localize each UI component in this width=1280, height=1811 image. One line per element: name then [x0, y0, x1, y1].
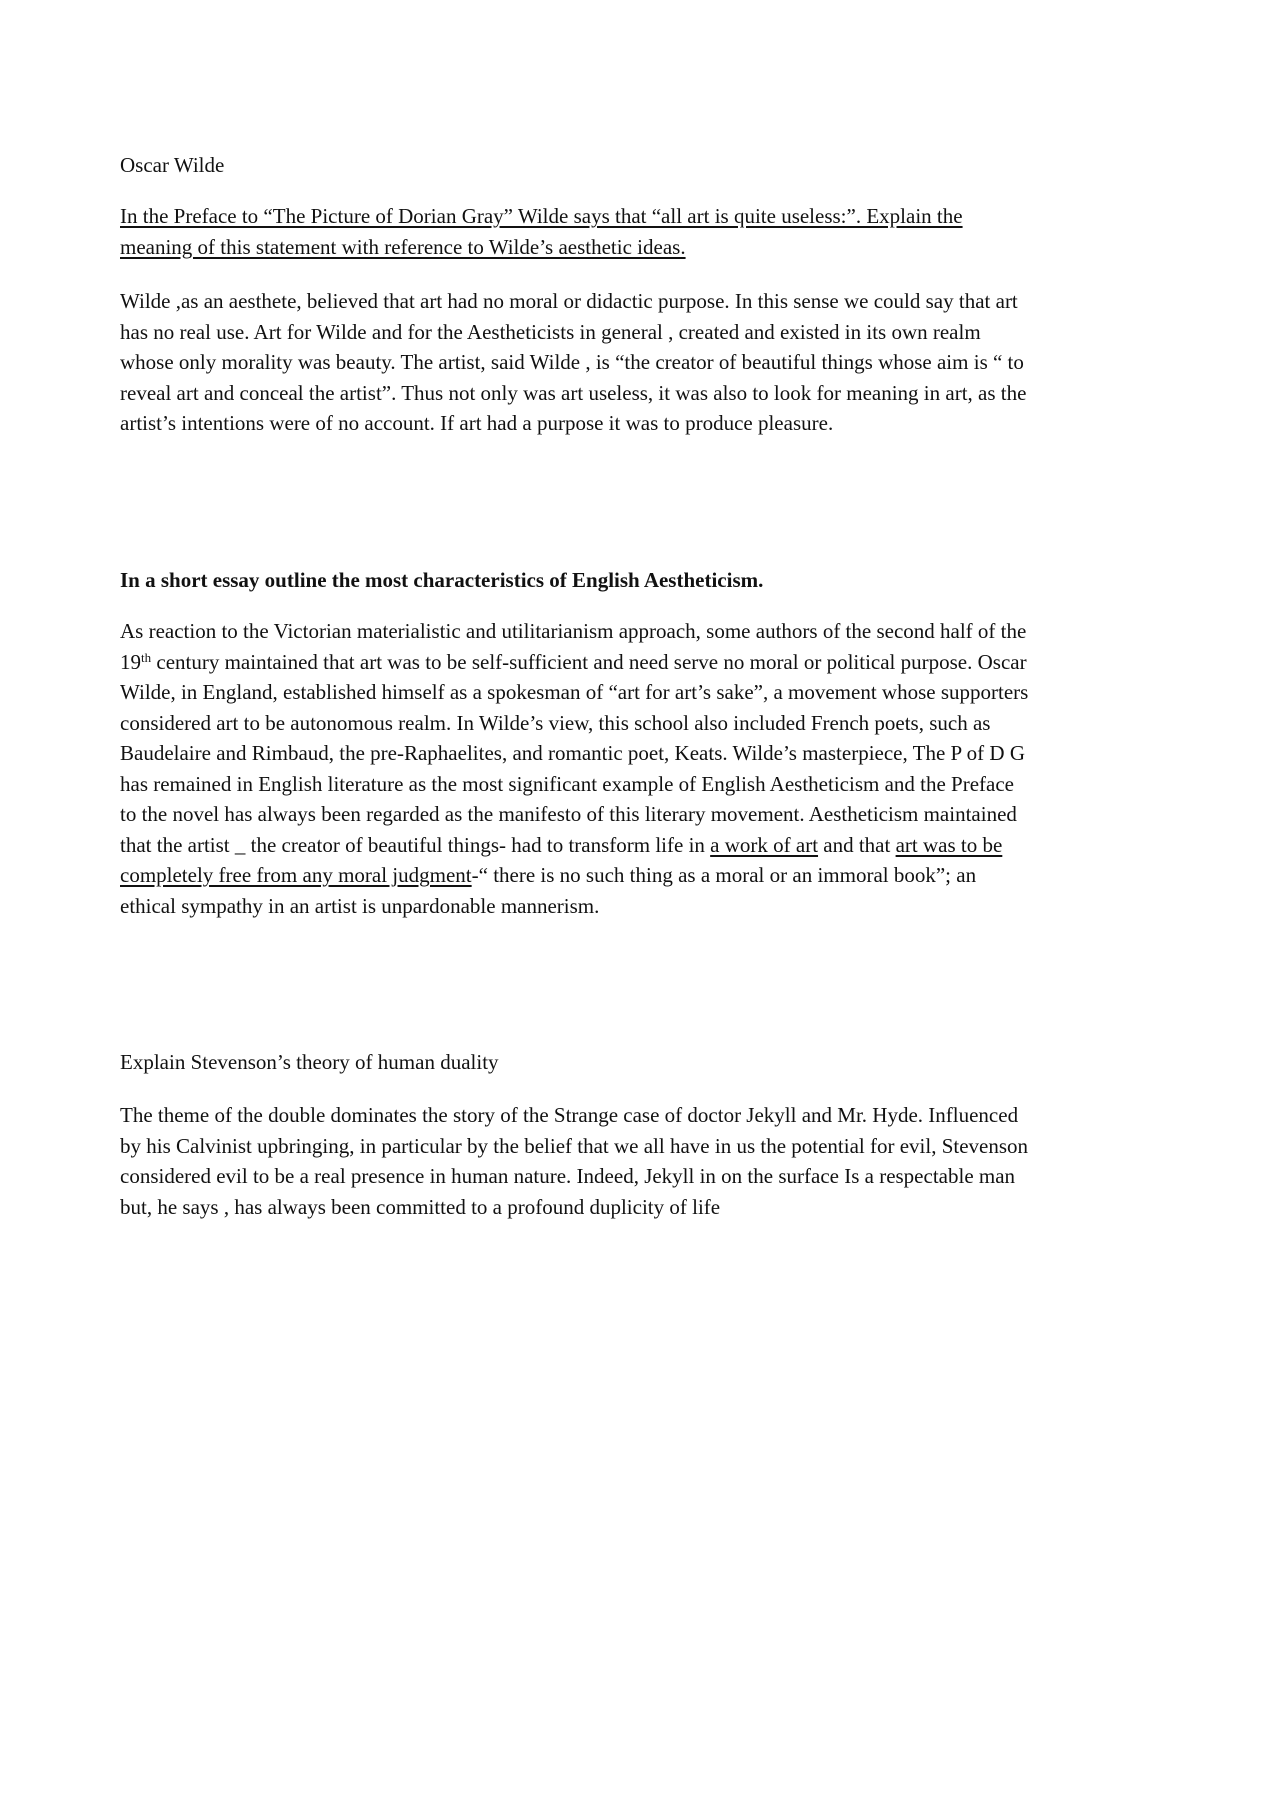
section2-answer: As reaction to the Victorian materialistic and utilitarianism approach, some authors of the second half of the 19th century maintained that art was to be self-sufficient and need serve no moral or political purpose. Oscar Wilde, in England, established himself as a spokesman of “art for art’s sake”, a movement whose supporters considered art to be autonomous realm. In Wilde’s view, this school also included French poets, such as Baudelaire and Rimbaud, the pre-Raphaelites, and romantic poet, Keats. Wilde’s masterpiece, The P of D G has remained in English literature as the most significant example of English Aestheticism and the Preface to the novel has always been regarded as the manifesto of this literary movement. Aestheticism maintained that the artist _ the creator of beautiful things- had to transform life in a work of art and that art was to be completely free from any moral judgment-“ there is no such thing as a moral or an immoral book”; an ethical sympathy in an artist is unpardonable mannerism.	[120, 619, 1029, 918]
underlined-phrase-work-of-art: a work of art	[710, 832, 819, 857]
section1-question: In the Preface to “The Picture of Dorian Gray” Wilde says that “all art is quite useless:”. Explain the meaning of this statement with reference to Wilde’s aesthetic ideas.	[120, 204, 963, 259]
section1-answer: Wilde ,as an aesthete, believed that art had no moral or didactic purpose. In this sense we could say that art has no real use. Art for Wilde and for the Aestheticists in general , created and existed in its own realm whose only morality was beauty. The artist, said Wilde , is “the creator of beautiful things whose aim is “ to reveal art and conceal the artist”. Thus not only was art useless, it was also to look for meaning in art, as the artist’s intentions were of no account. If art had a purpose it was to produce pleasure.	[120, 289, 1027, 435]
underlined-phrase-moral-judgment: completely free from any moral judgment	[120, 863, 472, 887]
section1-title: Oscar Wilde	[120, 153, 225, 177]
section3-answer: The theme of the double dominates the story of the Strange case of doctor Jekyll and Mr. Hyde. Influenced by his Calvinist upbringing, in particular by the belief that we all have in us the potential for evil, Stevenson considered evil to be a real presence in human nature. Indeed, Jekyll in on the surface Is a respectable man but, he says , has always been committed to a profound duplicity of life	[120, 1103, 1029, 1219]
underlined-phrase-art-free: art was to be	[895, 832, 1003, 857]
section3-title: Explain Stevenson’s theory of human duality	[120, 1050, 499, 1074]
section2-title: In a short essay outline the most characteristics of English Aestheticism.	[120, 568, 764, 592]
